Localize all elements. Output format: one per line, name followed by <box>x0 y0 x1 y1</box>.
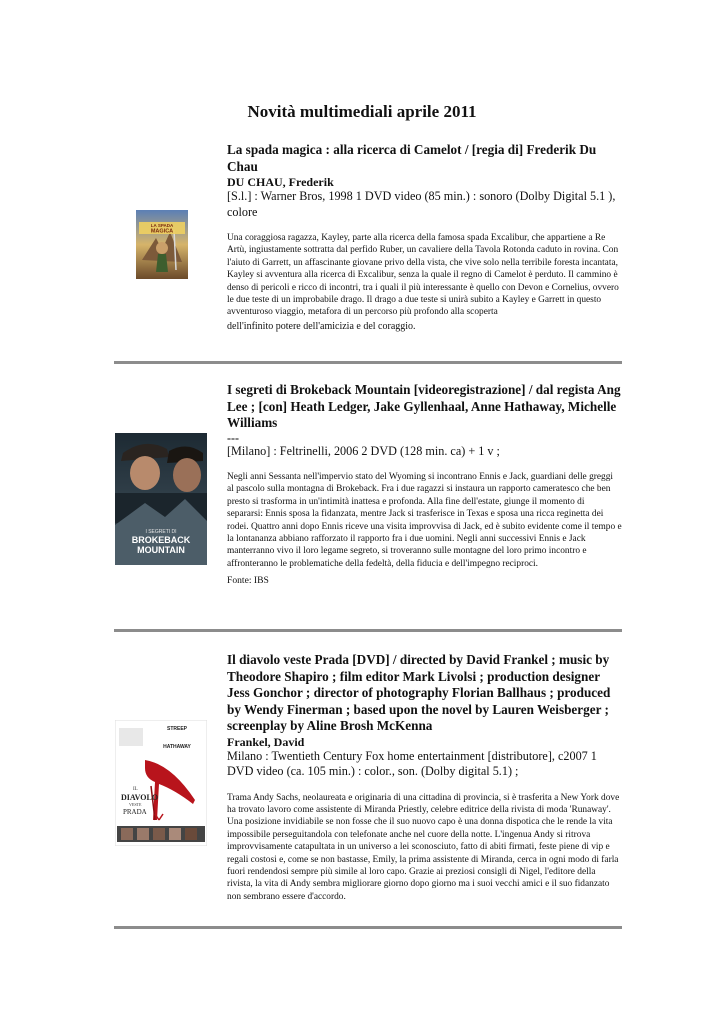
page-title: Novità multimediali aprile 2011 <box>247 102 477 121</box>
cover3-actor2: HATHAWAY <box>163 744 191 750</box>
cover3-title-line3: VESTE <box>129 802 142 807</box>
entry-source: Fonte: IBS <box>227 575 269 587</box>
entry-imprint: [S.l.] : Warner Bros, 1998 1 DVD video (85 min.) : sonoro (Dolby Digital 5.1 ), colore <box>227 189 616 219</box>
entry-title: La spada magica : alla ricerca di Camelot / [regia di] Frederik Du Chau <box>227 142 597 174</box>
cover3-title-line2: DIAVOLO <box>121 793 159 802</box>
cover3-actor1: STREEP <box>166 726 188 732</box>
cover1-title-line2: MAGICA <box>150 228 174 235</box>
entry-author: --- <box>227 430 239 445</box>
cover-il-diavolo-veste-prada <box>115 720 207 846</box>
entry-summary: Negli anni Sessanta nell'impervio stato del Wyoming si incontrano Ennis e Jack, guardiani delle greggi al pascolo sulla montagna di Brokeback. Fra i due ragazzi si instaura un rapporto cameratesco che ben presto si trasforma in un'intimità inattesa e profonda. Alla fine dell'estate, giunge il momento di separarsi: Ennis sposa la fidanzata, mentre Jack si trasferisce in Texas e sposa una ricca reginetta dei rodei. Quattro anni dopo Ennis riceve una visita improvvisa di Jack, ed è subito evidente come il tempo e la lontananza abbiano rafforzato il rapporto fra i due uomini. Negli anni successivi Ennis e Jack manterranno vivo il loro legame segreto, si troveranno sulle montagne del loro primo incontro e affronteranno le problematiche della fedeltà, della fiducia e dell'impegno reciproci. <box>227 472 622 569</box>
cover2-title-line3: MOUNTAIN <box>137 545 185 555</box>
entry-imprint: [Milano] : Feltrinelli, 2006 2 DVD (128 min. ca) + 1 v ; <box>227 443 500 458</box>
cover2-title-line2: BROKEBACK <box>131 535 191 545</box>
divider-rule <box>114 926 622 929</box>
entry-title: Il diavolo veste Prada [DVD] / directed by David Frankel ; music by Theodore Shapiro ; film editor Mark Livolsi ; production designer Jess Gonchor ; director of photography Florian Ballhaus ; produced by Wendy Finerman ; based upon the novel by Lauren Weisberger ; screenplay by Aline Brosh McKenna <box>227 652 611 733</box>
entry-summary: Trama Andy Sachs, neolaureata e originaria di una cittadina di provincia, si è trasferita a New York dove ha trovato lavoro come assistente di Miranda Priestly, celebre editrice della rivista di moda 'Runaway'. Una posizione invidiabile se non fosse che il suo nuovo capo è una donna dispotica che le rende la vita impossibile perseguitandola con telefonate anche nel cuore della notte. L'ingenua Andy si ritrova improvvisamente catapultata in un universo a lei sconosciuto, fatto di abiti firmati, feste piene di vip e regali costosi e, come se non bastasse, Emily, la prima assistente di Miranda, cerca in ogni modo di farla fuori rendendosi sempre più simile al loro capo. Grazie ai preziosi consigli di Nigel, l'editore della rivista, la vita di Andy sembra migliorare giorno dopo giorno ma i suoi vecchi amici e il suo fidanzato non sembrano essere d'accordo. <box>227 792 620 902</box>
divider-rule <box>114 361 622 364</box>
cover3-title-line4: PRADA <box>123 808 147 816</box>
cover1-title-line1: LA SPADA <box>150 223 174 228</box>
cover-la-spada-magica <box>136 210 188 279</box>
cover-brokeback-mountain <box>115 433 207 565</box>
cover-la-spada-magica-image <box>136 210 188 279</box>
entry-la-spada-magica <box>227 142 622 333</box>
entry-il-diavolo-veste-prada <box>227 652 622 903</box>
entry-author: Frankel, David <box>227 734 305 749</box>
divider-rule <box>114 629 622 632</box>
entry-imprint: Milano : Twentieth Century Fox home entertainment [distributore], c2007 1 DVD video (ca. 105 min.) : color., son. (Dolby digital 5.1) ; <box>227 748 597 778</box>
cover3-title-line1: IL <box>133 787 138 792</box>
cover2-title-line1: I SEGRETI DI <box>145 529 177 535</box>
entry-summary-end: dell'infinito potere dell'amicizia e del coraggio. <box>227 320 416 332</box>
entry-summary: Una coraggiosa ragazza, Kayley, parte alla ricerca della famosa spada Excalibur, che appartiene a Re Artù, ingiustamente sottratta dal perfido Ruber, un cavaliere della Tavola Rotonda caduto in rovina. Con l'aiuto di Garrett, un affascinante giovane privo della vista, che vive solo nella terribile foresta incantata, Kayley si avventura alla ricerca di Excalibur, senza la quale il regno di Camelot è perduto. Il cammino è denso di pericoli e ricco di incontri, tra i quali il più interessante è quello con Devon e Cornelius, ovvero le due teste di un improbabile drago. Il drago a due teste si unirà subito a Kayley e Garrett in questo avventuroso viaggio, metafora di un percorso più profondo alla scoperta <box>227 233 619 318</box>
cover-il-diavolo-veste-prada-image <box>115 720 207 846</box>
entry-author: DU CHAU, Frederik <box>227 175 334 189</box>
cover-brokeback-mountain-image <box>115 433 207 565</box>
entry-title: I segreti di Brokeback Mountain [videoregistrazione] / dal regista Ang Lee ; [con] Heath Ledger, Jake Gyllenhaal, Anne Hathaway, Michelle Williams <box>227 382 621 430</box>
entry-brokeback-mountain <box>227 382 622 587</box>
